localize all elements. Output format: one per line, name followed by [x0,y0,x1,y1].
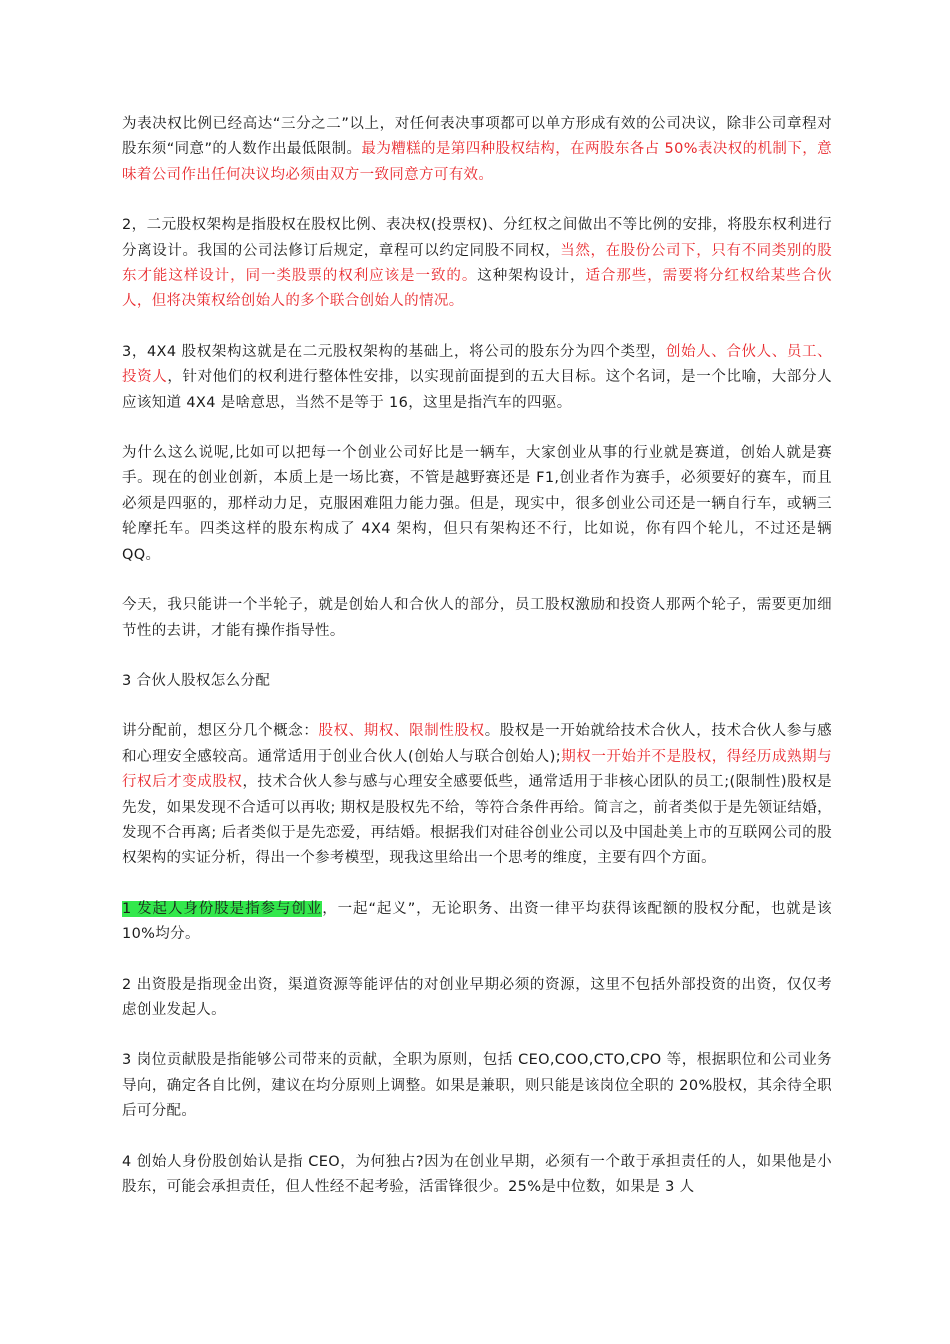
section-heading-partner-equity [122,669,832,694]
text-run: 2 出资股是指现金出资，渠道资源等能评估的对创业早期必须的资源，这里不包括外部投资的出资，仅仅考虑创业发起人。 [122,976,832,1018]
text-run: ，针对他们的权利进行整体性安排，以实现前面提到的五大目标。这个名词，是一个比喻，大部分人应该知道 4X4 是啥意思，当然不是等于 16，这里是指汽车的四驱。 [122,369,832,411]
text-run: ，一起“起义”，无论职务、出资一律平均获得该配额的股权分配，也就是该 10%均分。 [122,900,833,943]
text-run: 今天，我只能讲一个半轮子，就是创始人和合伙人的部分，员工股权激励和投资人那两个轮子，需要更加细节性的去讲，才能有操作指导性。 [122,597,832,639]
text-run: 讲分配前，想区分几个概念： [122,723,319,740]
paragraph-founder-share [122,897,832,948]
text-run: 这种架构设计， [477,268,586,285]
red-text-run: 股权、期权、限制性股权 [318,723,485,740]
text-run: ，技术合伙人参与感与心理安全感要低些，通常适用于非核心团队的员工;(限制性)股权是先发，如果发现不合适可以再收; 期权是股权先不给，等符合条件再给。简言之，前者类似于是先领证结婚，发现不合再离; 后者类似于是先恋爱，再结婚。根据我们对硅谷创业公司以及中国赴美上市的互联网公司的股权架构的实证分析，得出一个参考模型，现我这里给出一个思考的维度，主要有四个方面。 [122,774,832,867]
paragraph-car-analogy [122,441,832,568]
text-run: 3，4X4 股权架构这就是在二元股权架构的基础上，将公司的股东分为四个类型， [122,343,666,360]
paragraph-dual-class [122,213,832,315]
red-text-run: 最为糟糕的是第四种股权结构，在两股东各占 50%表决权的机制下，意味着公司作出任何决议均必须由双方一致同意方可有效。 [122,141,832,183]
heading-text: 3 合伙人股权怎么分配 [122,672,271,689]
paragraph-today-scope [122,593,832,644]
paragraph-4x4-structure [122,340,832,416]
paragraph-ceo-share [122,1150,832,1201]
text-run: 3 岗位贡献股是指能够公司带来的贡献，全职为原则，包括 CEO,COO,CTO,CPO 等，根据职位和公司业务导向，确定各自比例，建议在均分原则上调整。如果是兼职，则只能是该岗位全职的 20%股权，其余待全职后可分配。 [122,1052,832,1120]
paragraph-capital-share [122,973,832,1024]
text-run: 2，二元股权架构是指股权在股权比例、表决权(投票权)、分红权之间做出不等比例的安排，将股东权利进行分离设计。我国的公司法修订后规定，章程可以约定同股不同权， [122,217,832,259]
text-run: 。股权是一开始就给技术合伙人，技术合伙人参与感和心理安全感较高。通常适用于创业合伙人(创始人与联合创始人); [122,723,832,765]
text-run: 为表决权比例已经高达“三分之二”以上，对任何表决事项都可以单方形成有效的公司决议，除非公司章程对股东须“同意”的人数作出最低限制。 [122,116,832,158]
red-text-run: 期权一开始并不是股权，得经历成熟期与行权后才变成股权 [122,748,832,791]
paragraph-majority-voting [122,112,832,188]
text-run: 为什么这么说呢,比如可以把每一个创业公司好比是一辆车，大家创业从事的行业就是赛道，创始人就是赛手。现在的创业创新，本质上是一场比赛，不管是越野赛还是 F1,创业者作为赛手，必须要好的赛车，而且必须是四驱的，那样动力足，克服困难阻力能力强。但是，现实中，很多创业公司还是一辆自行车，或辆三轮摩托车。四类这样的股东构成了 4X4 架构，但只有架构还不行，比如说，你有四个轮儿，不过还是辆 QQ。 [122,445,832,563]
red-text-run: 当然，在股份公司下，只有不同类别的股东才能这样设计，同一类股票的权利应该是一致的。 [122,242,832,285]
red-text-run: 创始人、合伙人、员工、投资人 [122,343,832,386]
red-text-run: 适合那些，需要将分红权给某些合伙人，但将决策权给创始人的多个联合创始人的情况。 [122,268,832,310]
paragraph-position-share [122,1048,832,1124]
highlighted-text-run: 1 发起人身份股是指参与创业 [122,900,323,917]
text-run: 4 创始人身份股创始认是指 CEO，为何独占?因为在创业早期，必须有一个敢于承担责任的人，如果他是小股东，可能会承担责任，但人性经不起考验，活雷锋很少。25%是中位数，如果是 3 人 [122,1153,832,1195]
paragraph-equity-concepts [122,719,832,871]
